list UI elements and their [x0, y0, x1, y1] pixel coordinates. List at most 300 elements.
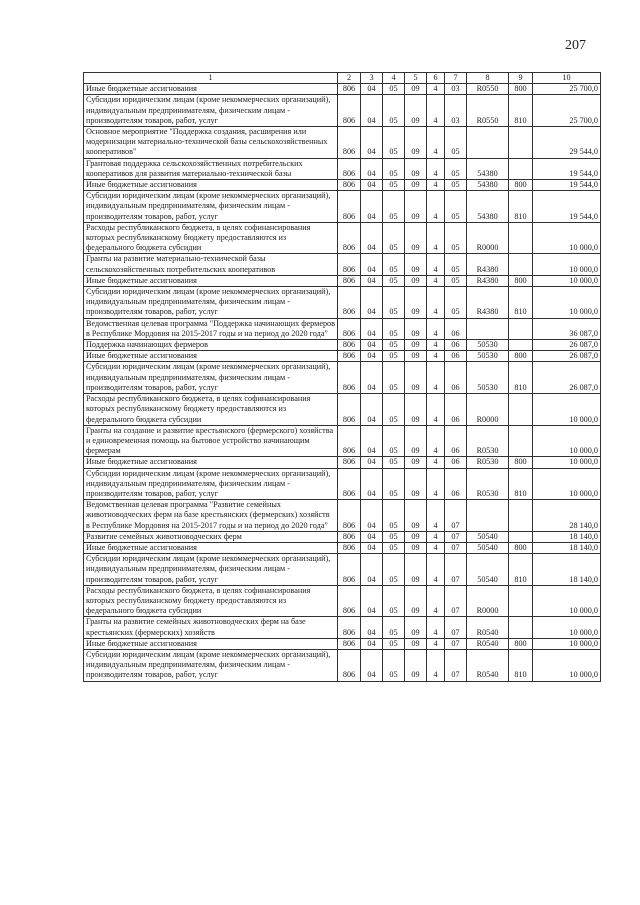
amount-cell: 10 000,0 — [533, 585, 601, 617]
table-row — [84, 95, 601, 127]
subsection-code-cell: 05 — [383, 180, 405, 191]
section-code-cell: 04 — [361, 191, 383, 223]
subprogram-code-cell: 4 — [427, 84, 445, 95]
activity-code-cell: 03 — [445, 84, 467, 95]
ministry-code-cell: 806 — [338, 254, 361, 275]
direction-code-cell: 50540 — [467, 531, 509, 542]
expense-type-cell: 810 — [509, 287, 533, 319]
subprogram-code-cell: 4 — [427, 127, 445, 159]
ministry-code-cell: 806 — [338, 84, 361, 95]
subsection-code-cell: 05 — [383, 468, 405, 500]
expense-type-cell — [509, 500, 533, 532]
direction-code-cell: R0530 — [467, 457, 509, 468]
table-row — [84, 500, 601, 532]
direction-code-cell: R0550 — [467, 95, 509, 127]
description-cell: Субсидии юридическим лицам (кроме некоммерческих организаций), индивидуальным предпринимателям, физическим лицам - производителям товаров, работ, услуг — [84, 468, 338, 500]
direction-code-cell — [467, 500, 509, 532]
amount-cell: 25 700,0 — [533, 95, 601, 127]
activity-code-cell: 06 — [445, 362, 467, 394]
subprogram-code-cell: 4 — [427, 554, 445, 586]
expense-type-cell: 800 — [509, 84, 533, 95]
amount-cell: 26 087,0 — [533, 351, 601, 362]
description-cell: Субсидии юридическим лицам (кроме некоммерческих организаций), индивидуальным предпринимателям, физическим лицам - производителям товаров, работ, услуг — [84, 362, 338, 394]
ministry-code-cell: 806 — [338, 585, 361, 617]
ministry-code-cell: 806 — [338, 318, 361, 339]
direction-code-cell: R0550 — [467, 84, 509, 95]
program-code-cell: 09 — [405, 362, 427, 394]
subsection-code-cell: 05 — [383, 638, 405, 649]
amount-cell: 10 000,0 — [533, 222, 601, 254]
activity-code-cell: 07 — [445, 585, 467, 617]
amount-cell: 19 544,0 — [533, 180, 601, 191]
activity-code-cell: 07 — [445, 638, 467, 649]
description-cell: Ведомственная целевая программа "Развитие семейных животноводческих ферм на базе крестьянских (фермерских) хозяйств в Республике Мордовия на 2015-2017 годы и на период до 2020 года" — [84, 500, 338, 532]
subprogram-code-cell: 4 — [427, 351, 445, 362]
section-code-cell: 04 — [361, 362, 383, 394]
activity-code-cell: 05 — [445, 275, 467, 286]
amount-cell: 19 544,0 — [533, 158, 601, 179]
activity-code-cell: 05 — [445, 158, 467, 179]
ministry-code-cell: 806 — [338, 638, 361, 649]
column-header: 3 — [361, 73, 383, 84]
program-code-cell: 09 — [405, 394, 427, 426]
direction-code-cell: R4380 — [467, 287, 509, 319]
description-cell: Субсидии юридическим лицам (кроме некоммерческих организаций), индивидуальным предпринимателям, физическим лицам - производителям товаров, работ, услуг — [84, 191, 338, 223]
activity-code-cell: 05 — [445, 191, 467, 223]
expense-type-cell — [509, 617, 533, 638]
section-code-cell: 04 — [361, 542, 383, 553]
section-code-cell: 04 — [361, 457, 383, 468]
program-code-cell: 09 — [405, 531, 427, 542]
program-code-cell: 09 — [405, 468, 427, 500]
section-code-cell: 04 — [361, 84, 383, 95]
subprogram-code-cell: 4 — [427, 287, 445, 319]
program-code-cell: 09 — [405, 638, 427, 649]
description-cell: Субсидии юридическим лицам (кроме некоммерческих организаций), индивидуальным предпринимателям, физическим лицам - производителям товаров, работ, услуг — [84, 554, 338, 586]
expense-type-cell — [509, 318, 533, 339]
table-row — [84, 617, 601, 638]
program-code-cell: 09 — [405, 457, 427, 468]
section-code-cell: 04 — [361, 554, 383, 586]
amount-cell: 10 000,0 — [533, 254, 601, 275]
amount-cell: 10 000,0 — [533, 287, 601, 319]
subsection-code-cell: 05 — [383, 222, 405, 254]
subprogram-code-cell: 4 — [427, 638, 445, 649]
description-cell: Иные бюджетные ассигнования — [84, 457, 338, 468]
ministry-code-cell: 806 — [338, 542, 361, 553]
table-row — [84, 425, 601, 457]
table-body — [84, 84, 601, 681]
activity-code-cell: 06 — [445, 457, 467, 468]
column-header: 8 — [467, 73, 509, 84]
subprogram-code-cell: 4 — [427, 542, 445, 553]
subsection-code-cell: 05 — [383, 394, 405, 426]
expense-type-cell — [509, 340, 533, 351]
amount-cell: 28 140,0 — [533, 500, 601, 532]
subsection-code-cell: 05 — [383, 340, 405, 351]
amount-cell: 26 087,0 — [533, 340, 601, 351]
ministry-code-cell: 806 — [338, 500, 361, 532]
section-code-cell: 04 — [361, 638, 383, 649]
amount-cell: 26 087,0 — [533, 362, 601, 394]
direction-code-cell: R0540 — [467, 638, 509, 649]
amount-cell: 18 140,0 — [533, 542, 601, 553]
expense-type-cell: 810 — [509, 95, 533, 127]
direction-code-cell: R0000 — [467, 394, 509, 426]
subprogram-code-cell: 4 — [427, 649, 445, 681]
expense-type-cell — [509, 254, 533, 275]
activity-code-cell: 06 — [445, 394, 467, 426]
direction-code-cell: 50530 — [467, 351, 509, 362]
table-row — [84, 351, 601, 362]
activity-code-cell: 07 — [445, 542, 467, 553]
section-code-cell: 04 — [361, 287, 383, 319]
subsection-code-cell: 05 — [383, 158, 405, 179]
amount-cell: 10 000,0 — [533, 425, 601, 457]
ministry-code-cell: 806 — [338, 531, 361, 542]
description-cell: Субсидии юридическим лицам (кроме некоммерческих организаций), индивидуальным предпринимателям, физическим лицам - производителям товаров, работ, услуг — [84, 95, 338, 127]
table-row — [84, 362, 601, 394]
subsection-code-cell: 05 — [383, 191, 405, 223]
table-row — [84, 275, 601, 286]
subsection-code-cell: 05 — [383, 84, 405, 95]
expense-type-cell — [509, 222, 533, 254]
section-code-cell: 04 — [361, 585, 383, 617]
ministry-code-cell: 806 — [338, 127, 361, 159]
section-code-cell: 04 — [361, 500, 383, 532]
subsection-code-cell: 05 — [383, 425, 405, 457]
subsection-code-cell: 05 — [383, 500, 405, 532]
description-cell: Ведомственная целевая программа "Поддержка начинающих фермеров в Республике Мордовия на 2015-2017 годы и на период до 2020 года" — [84, 318, 338, 339]
section-code-cell: 04 — [361, 617, 383, 638]
description-cell: Расходы республиканского бюджета, в целях софинансирования которых республиканскому бюджету предоставляются из федерального бюджета субсидии — [84, 394, 338, 426]
subsection-code-cell: 05 — [383, 351, 405, 362]
activity-code-cell: 07 — [445, 617, 467, 638]
direction-code-cell: R4380 — [467, 254, 509, 275]
ministry-code-cell: 806 — [338, 362, 361, 394]
program-code-cell: 09 — [405, 127, 427, 159]
table-row — [84, 554, 601, 586]
ministry-code-cell: 806 — [338, 351, 361, 362]
column-header: 1 — [84, 73, 338, 84]
expense-type-cell — [509, 425, 533, 457]
direction-code-cell: 54380 — [467, 180, 509, 191]
expense-type-cell — [509, 585, 533, 617]
subprogram-code-cell: 4 — [427, 394, 445, 426]
amount-cell: 18 140,0 — [533, 531, 601, 542]
program-code-cell: 09 — [405, 340, 427, 351]
table-row — [84, 127, 601, 159]
section-code-cell: 04 — [361, 318, 383, 339]
description-cell: Расходы республиканского бюджета, в целях софинансирования которых республиканскому бюджету предоставляются из федерального бюджета субсидии — [84, 585, 338, 617]
direction-code-cell: R0530 — [467, 425, 509, 457]
subprogram-code-cell: 4 — [427, 531, 445, 542]
description-cell: Гранты на создание и развитие крестьянского (фермерского) хозяйства и единовременная помощь на бытовое устройство начинающим фермерам — [84, 425, 338, 457]
section-code-cell: 04 — [361, 180, 383, 191]
activity-code-cell: 05 — [445, 127, 467, 159]
subsection-code-cell: 05 — [383, 617, 405, 638]
table-row — [84, 84, 601, 95]
table-row — [84, 340, 601, 351]
program-code-cell: 09 — [405, 95, 427, 127]
amount-cell: 10 000,0 — [533, 457, 601, 468]
direction-code-cell: 50530 — [467, 362, 509, 394]
direction-code-cell: R0540 — [467, 617, 509, 638]
activity-code-cell: 07 — [445, 649, 467, 681]
section-code-cell: 04 — [361, 468, 383, 500]
activity-code-cell: 03 — [445, 95, 467, 127]
program-code-cell: 09 — [405, 287, 427, 319]
activity-code-cell: 07 — [445, 531, 467, 542]
subprogram-code-cell: 4 — [427, 222, 445, 254]
description-cell: Иные бюджетные ассигнования — [84, 542, 338, 553]
section-code-cell: 04 — [361, 95, 383, 127]
table-row — [84, 318, 601, 339]
activity-code-cell: 06 — [445, 340, 467, 351]
ministry-code-cell: 806 — [338, 457, 361, 468]
expense-type-cell: 810 — [509, 362, 533, 394]
program-code-cell: 09 — [405, 617, 427, 638]
section-code-cell: 04 — [361, 531, 383, 542]
description-cell: Иные бюджетные ассигнования — [84, 84, 338, 95]
subprogram-code-cell: 4 — [427, 318, 445, 339]
direction-code-cell: R0000 — [467, 585, 509, 617]
direction-code-cell: 50540 — [467, 542, 509, 553]
section-code-cell: 04 — [361, 649, 383, 681]
ministry-code-cell: 806 — [338, 275, 361, 286]
direction-code-cell — [467, 318, 509, 339]
expense-type-cell — [509, 158, 533, 179]
subprogram-code-cell: 4 — [427, 95, 445, 127]
expense-type-cell: 810 — [509, 191, 533, 223]
table-row — [84, 394, 601, 426]
subsection-code-cell: 05 — [383, 95, 405, 127]
ministry-code-cell: 806 — [338, 191, 361, 223]
ministry-code-cell: 806 — [338, 468, 361, 500]
program-code-cell: 09 — [405, 84, 427, 95]
subprogram-code-cell: 4 — [427, 457, 445, 468]
amount-cell: 19 544,0 — [533, 191, 601, 223]
direction-code-cell: 50540 — [467, 554, 509, 586]
subprogram-code-cell: 4 — [427, 425, 445, 457]
table-row — [84, 158, 601, 179]
ministry-code-cell: 806 — [338, 180, 361, 191]
direction-code-cell: 50530 — [467, 340, 509, 351]
subprogram-code-cell: 4 — [427, 617, 445, 638]
program-code-cell: 09 — [405, 425, 427, 457]
column-header: 10 — [533, 73, 601, 84]
column-header: 5 — [405, 73, 427, 84]
section-code-cell: 04 — [361, 394, 383, 426]
subsection-code-cell: 05 — [383, 287, 405, 319]
budget-table — [83, 72, 601, 682]
ministry-code-cell: 806 — [338, 158, 361, 179]
activity-code-cell: 05 — [445, 287, 467, 319]
direction-code-cell: R4380 — [467, 275, 509, 286]
section-code-cell: 04 — [361, 275, 383, 286]
direction-code-cell: 54380 — [467, 158, 509, 179]
program-code-cell: 09 — [405, 254, 427, 275]
subprogram-code-cell: 4 — [427, 275, 445, 286]
amount-cell: 10 000,0 — [533, 394, 601, 426]
subsection-code-cell: 05 — [383, 531, 405, 542]
description-cell: Иные бюджетные ассигнования — [84, 275, 338, 286]
subprogram-code-cell: 4 — [427, 362, 445, 394]
program-code-cell: 09 — [405, 275, 427, 286]
program-code-cell: 09 — [405, 585, 427, 617]
description-cell: Гранты на развитие материально-технической базы сельскохозяйственных потребительских кооперативов — [84, 254, 338, 275]
section-code-cell: 04 — [361, 425, 383, 457]
expense-type-cell: 800 — [509, 351, 533, 362]
amount-cell: 25 700,0 — [533, 84, 601, 95]
amount-cell: 10 000,0 — [533, 617, 601, 638]
section-code-cell: 04 — [361, 222, 383, 254]
ministry-code-cell: 806 — [338, 649, 361, 681]
table-row — [84, 254, 601, 275]
activity-code-cell: 05 — [445, 254, 467, 275]
section-code-cell: 04 — [361, 340, 383, 351]
description-cell: Иные бюджетные ассигнования — [84, 351, 338, 362]
direction-code-cell: R0530 — [467, 468, 509, 500]
subprogram-code-cell: 4 — [427, 191, 445, 223]
subsection-code-cell: 05 — [383, 457, 405, 468]
expense-type-cell — [509, 531, 533, 542]
description-cell: Субсидии юридическим лицам (кроме некоммерческих организаций), индивидуальным предпринимателям, физическим лицам - производителям товаров, работ, услуг — [84, 649, 338, 681]
program-code-cell: 09 — [405, 649, 427, 681]
program-code-cell: 09 — [405, 351, 427, 362]
program-code-cell: 09 — [405, 222, 427, 254]
table-header-row — [84, 73, 601, 84]
description-cell: Грантовая поддержка сельскохозяйственных потребительских кооперативов для развития материально-технической базы — [84, 158, 338, 179]
expense-type-cell: 810 — [509, 649, 533, 681]
subsection-code-cell: 05 — [383, 542, 405, 553]
subprogram-code-cell: 4 — [427, 340, 445, 351]
ministry-code-cell: 806 — [338, 425, 361, 457]
description-cell: Основное мероприятие "Поддержка создания, расширения или модернизации материально-технической базы сельскохозяйственных кооперативов" — [84, 127, 338, 159]
description-cell: Иные бюджетные ассигнования — [84, 638, 338, 649]
expense-type-cell: 810 — [509, 468, 533, 500]
expense-type-cell: 810 — [509, 554, 533, 586]
amount-cell: 36 087,0 — [533, 318, 601, 339]
subprogram-code-cell: 4 — [427, 180, 445, 191]
section-code-cell: 04 — [361, 158, 383, 179]
expense-type-cell — [509, 127, 533, 159]
subsection-code-cell: 05 — [383, 275, 405, 286]
program-code-cell: 09 — [405, 500, 427, 532]
activity-code-cell: 06 — [445, 425, 467, 457]
amount-cell: 10 000,0 — [533, 468, 601, 500]
description-cell: Иные бюджетные ассигнования — [84, 180, 338, 191]
program-code-cell: 09 — [405, 554, 427, 586]
table-row — [84, 585, 601, 617]
description-cell: Субсидии юридическим лицам (кроме некоммерческих организаций), индивидуальным предпринимателям, физическим лицам - производителям товаров, работ, услуг — [84, 287, 338, 319]
direction-code-cell: 54380 — [467, 191, 509, 223]
program-code-cell: 09 — [405, 542, 427, 553]
description-cell: Развитие семейных животноводческих ферм — [84, 531, 338, 542]
table-row — [84, 191, 601, 223]
table-row — [84, 457, 601, 468]
expense-type-cell: 800 — [509, 542, 533, 553]
ministry-code-cell: 806 — [338, 554, 361, 586]
expense-type-cell — [509, 394, 533, 426]
subsection-code-cell: 05 — [383, 362, 405, 394]
ministry-code-cell: 806 — [338, 340, 361, 351]
amount-cell: 18 140,0 — [533, 554, 601, 586]
table-row — [84, 638, 601, 649]
ministry-code-cell: 806 — [338, 95, 361, 127]
page-number: 207 — [565, 38, 586, 53]
section-code-cell: 04 — [361, 127, 383, 159]
amount-cell: 10 000,0 — [533, 275, 601, 286]
table-row — [84, 287, 601, 319]
column-header: 9 — [509, 73, 533, 84]
amount-cell: 29 544,0 — [533, 127, 601, 159]
ministry-code-cell: 806 — [338, 617, 361, 638]
table-row — [84, 649, 601, 681]
subsection-code-cell: 05 — [383, 318, 405, 339]
program-code-cell: 09 — [405, 318, 427, 339]
ministry-code-cell: 806 — [338, 394, 361, 426]
program-code-cell: 09 — [405, 191, 427, 223]
ministry-code-cell: 806 — [338, 222, 361, 254]
direction-code-cell — [467, 127, 509, 159]
subprogram-code-cell: 4 — [427, 500, 445, 532]
activity-code-cell: 07 — [445, 500, 467, 532]
activity-code-cell: 06 — [445, 351, 467, 362]
activity-code-cell: 05 — [445, 180, 467, 191]
activity-code-cell: 06 — [445, 468, 467, 500]
expense-type-cell: 800 — [509, 180, 533, 191]
description-cell: Поддержка начинающих фермеров — [84, 340, 338, 351]
subsection-code-cell: 05 — [383, 585, 405, 617]
subprogram-code-cell: 4 — [427, 585, 445, 617]
description-cell: Расходы республиканского бюджета, в целях софинансирования которых республиканскому бюджету предоставляются из федерального бюджета субсидии — [84, 222, 338, 254]
activity-code-cell: 06 — [445, 318, 467, 339]
table-row — [84, 180, 601, 191]
table-row — [84, 531, 601, 542]
expense-type-cell: 800 — [509, 457, 533, 468]
column-header: 7 — [445, 73, 467, 84]
program-code-cell: 09 — [405, 158, 427, 179]
section-code-cell: 04 — [361, 351, 383, 362]
amount-cell: 10 000,0 — [533, 638, 601, 649]
table-row — [84, 468, 601, 500]
subprogram-code-cell: 4 — [427, 468, 445, 500]
expense-type-cell: 800 — [509, 638, 533, 649]
direction-code-cell: R0540 — [467, 649, 509, 681]
column-header: 4 — [383, 73, 405, 84]
amount-cell: 10 000,0 — [533, 649, 601, 681]
subsection-code-cell: 05 — [383, 127, 405, 159]
activity-code-cell: 05 — [445, 222, 467, 254]
program-code-cell: 09 — [405, 180, 427, 191]
ministry-code-cell: 806 — [338, 287, 361, 319]
direction-code-cell: R0000 — [467, 222, 509, 254]
subprogram-code-cell: 4 — [427, 158, 445, 179]
subsection-code-cell: 05 — [383, 254, 405, 275]
activity-code-cell: 07 — [445, 554, 467, 586]
subsection-code-cell: 05 — [383, 554, 405, 586]
subsection-code-cell: 05 — [383, 649, 405, 681]
expense-type-cell: 800 — [509, 275, 533, 286]
description-cell: Гранты на развитие семейных животноводческих ферм на базе крестьянских (фермерских) хозяйств — [84, 617, 338, 638]
subprogram-code-cell: 4 — [427, 254, 445, 275]
column-header: 6 — [427, 73, 445, 84]
section-code-cell: 04 — [361, 254, 383, 275]
table-row — [84, 222, 601, 254]
table-row — [84, 542, 601, 553]
column-header: 2 — [338, 73, 361, 84]
